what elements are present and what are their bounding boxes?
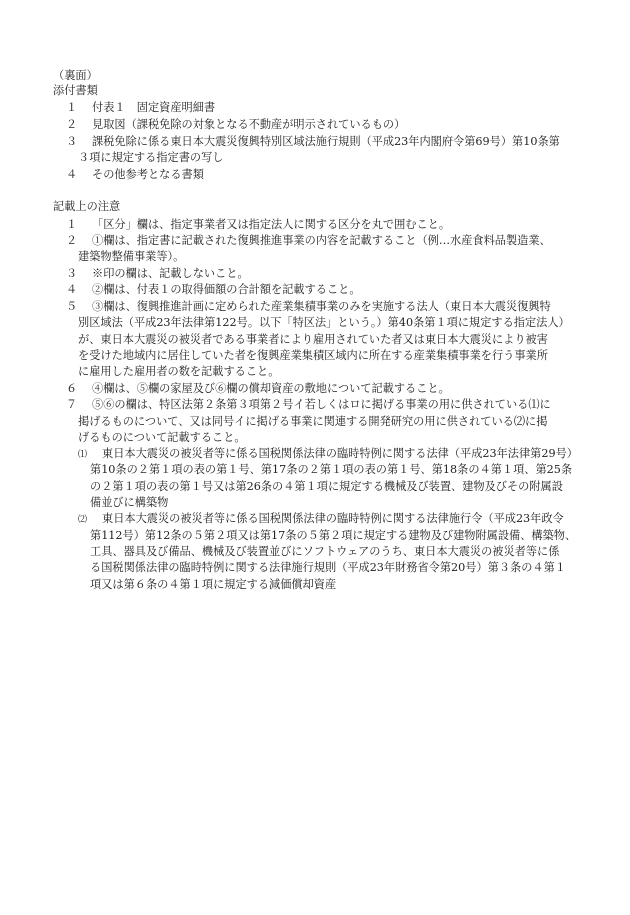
note-text: 掲げるものについて、又は同号イに掲げる事業に関連する開発研究の用に供されている⑵に掲 bbox=[78, 415, 548, 428]
note-number: ４ bbox=[66, 283, 78, 296]
note-text: ※印の欄は、記載しないこと。 bbox=[92, 267, 249, 280]
subnote-number: ⑵ bbox=[78, 515, 88, 525]
note-text: 建築物整備事業等）。 bbox=[78, 250, 185, 263]
note-number: ２ bbox=[66, 234, 78, 247]
note-text: ③欄は、復興推進計画に定められた産業集積事業のみを実施する法人（東日本大震災復興特 bbox=[92, 300, 551, 313]
notes-heading: 記載上の注意 bbox=[53, 200, 121, 213]
note-text: 「区分」欄は、指定事業者又は指定法人に関する区分を丸で囲むこと。 bbox=[92, 218, 451, 231]
note-number: ６ bbox=[66, 382, 78, 395]
note-number: ５ bbox=[66, 300, 78, 313]
subnote-text: 第10条の２第１項の表の第１号、第17条の２第１項の表の第１号、第18条の４第１項、第25条 bbox=[90, 463, 573, 476]
note-text: が、東日本大震災の被災者である事業者により雇用されていた者又は東日本大震災により被害 bbox=[78, 333, 548, 346]
note-text: ④欄は、⑤欄の家屋及び⑥欄の償却資産の敷地について記載すること。 bbox=[92, 382, 450, 395]
attachment-number: ４ bbox=[66, 168, 78, 181]
attachments-heading: 添付書類 bbox=[53, 84, 98, 97]
subnote-text: 東日本大震災の被災者等に係る国税関係法律の臨時特例に関する法律（平成23年法律第29号） bbox=[102, 447, 578, 460]
subnote-text: 工具、器具及び備品、機械及び装置並びにソフトウェアのうち、東日本大震災の被災者等に係 bbox=[90, 545, 560, 558]
attachment-number: ３ bbox=[66, 135, 78, 148]
note-text: を受けた地域内に居住していた者を復興産業集積区域内に所在する産業集積事業を行う事業所 bbox=[78, 349, 548, 362]
note-number: ３ bbox=[66, 267, 78, 280]
note-text: げるものについて記載すること。 bbox=[78, 431, 246, 444]
subnote-number: ⑴ bbox=[78, 450, 88, 460]
subnote-text: 備並びに構築物 bbox=[90, 496, 169, 509]
attachment-number: ２ bbox=[66, 118, 78, 131]
subnote-text: 第112号）第12条の５第２項又は第17条の５第２項に規定する建物及び建物附属設備、構築物、 bbox=[90, 529, 577, 542]
subnote-text: の２第１項の表の第１号又は第26条の４第１項に規定する機械及び装置、建物及びその附属設 bbox=[90, 480, 563, 493]
note-text: ⑤⑥の欄は、特区法第２条第３項第２号イ若しくはロに掲げる事業の用に供されている⑴に bbox=[92, 398, 551, 411]
note-text: ①欄は、指定書に記載された復興推進事業の内容を記載すること（例…水産食料品製造業、 bbox=[92, 234, 551, 247]
attachment-text: 見取図（課税免除の対象となる不動産が明示されているもの） bbox=[92, 118, 406, 131]
attachment-text: 課税免除に係る東日本大震災復興特別区域法施行規則（平成23年内閣府令第69号）第10条第 bbox=[92, 135, 560, 148]
note-number: ７ bbox=[66, 398, 78, 411]
attachment-text: ３項に規定する指定書の写し bbox=[78, 151, 224, 164]
attachment-number: １ bbox=[66, 101, 78, 114]
subnote-text: る国税関係法律の臨時特例に関する法律施行規則（平成23年財務省令第20号）第３条の４第１ bbox=[90, 561, 566, 574]
back-side-label: （裏面） bbox=[53, 69, 98, 82]
note-text: 別区域法（平成23年法律第122号。以下「特区法」という。）第40条第１項に規定する指定法人） bbox=[78, 316, 570, 329]
attachment-text: その他参考となる書類 bbox=[92, 168, 204, 181]
subnote-text: 東日本大震災の被災者等に係る国税関係法律の臨時特例に関する法律施行令（平成23年政令 bbox=[102, 512, 564, 525]
subnote-text: 項又は第６条の４第１項に規定する減価償却資産 bbox=[90, 578, 337, 591]
note-text: ②欄は、付表１の取得価額の合計額を記載すること。 bbox=[92, 283, 361, 296]
note-number: １ bbox=[66, 218, 78, 231]
attachment-text: 付表１ 固定資産明細書 bbox=[92, 101, 216, 114]
note-text: に雇用した雇用者の数を記載すること。 bbox=[78, 365, 280, 378]
